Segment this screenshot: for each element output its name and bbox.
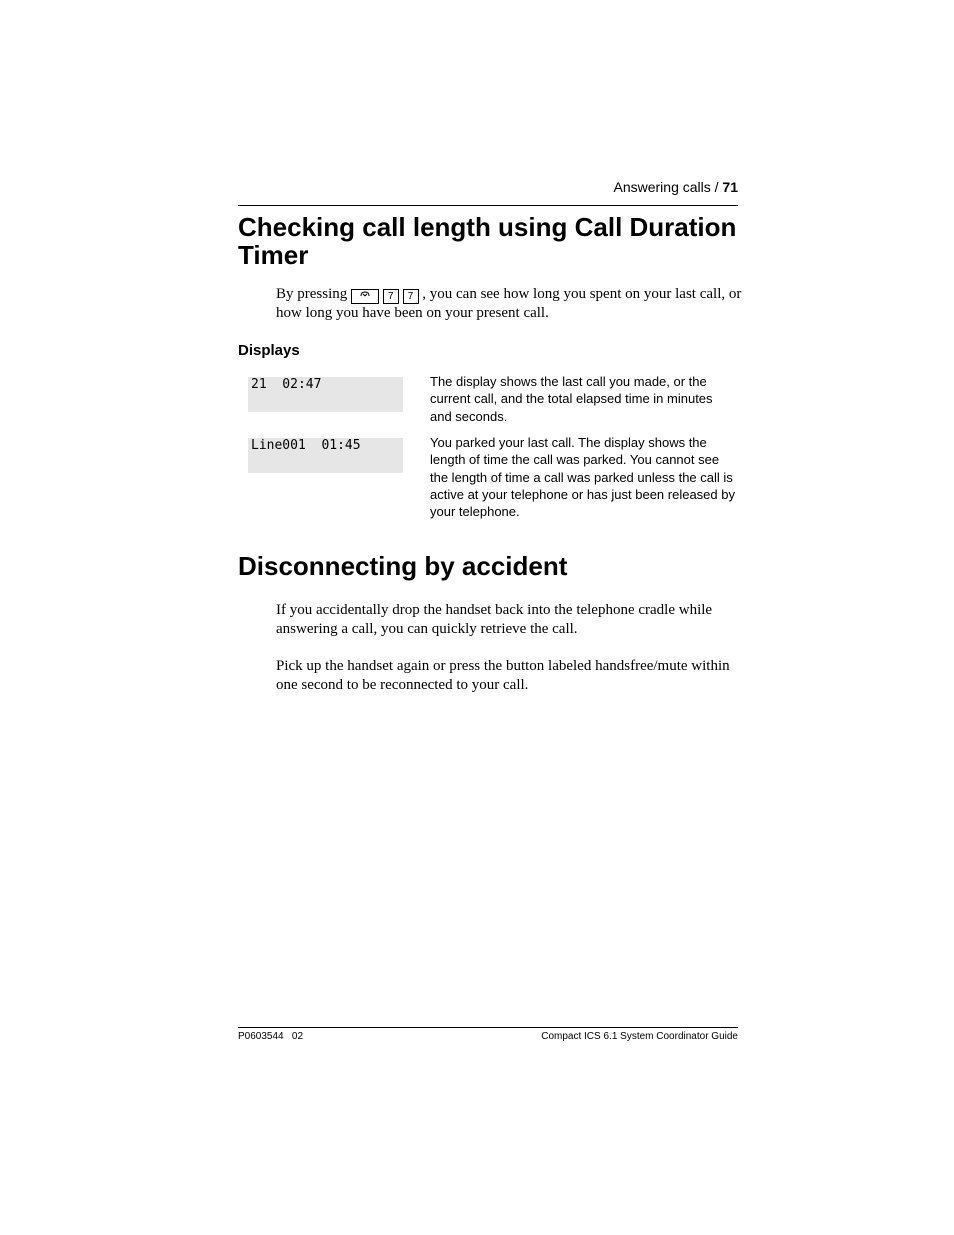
display-screen xyxy=(248,377,403,412)
footer-rule xyxy=(238,1027,738,1028)
display-description: The display shows the last call you made, or the current call, and the total elapsed time in minutes and seconds. xyxy=(430,374,713,424)
display-screen-text: 21 02:47 xyxy=(251,377,322,392)
call-duration-intro xyxy=(276,285,746,323)
header-section: Answering calls / xyxy=(613,179,719,195)
page-header xyxy=(613,179,738,195)
section-title-call-duration: Checking call length using Call Duration Timer xyxy=(238,212,737,270)
displays-subheading: Displays xyxy=(238,342,300,359)
intro-after: , you can see how long you spent on your last call, or how long you have been on your present call. xyxy=(276,286,742,321)
intro-before: By pressing xyxy=(276,286,348,302)
header-rule xyxy=(238,205,738,206)
digit-key-7-second: 7 xyxy=(403,289,419,304)
feature-key-icon xyxy=(351,289,379,304)
disconnect-paragraph: Pick up the handset again or press the button labeled handsfree/mute within one second to be reconnected to your call. xyxy=(276,658,730,693)
footer-doc-number: P0603544 02 xyxy=(238,1031,304,1042)
display-description: You parked your last call. The display shows the length of time the call was parked. You cannot see the length of time a call was parked unless the call is active at your telephone or has just been released by your telephone. xyxy=(430,435,735,520)
section-title-disconnecting: Disconnecting by accident xyxy=(238,551,568,581)
display-screen-text: Line001 01:45 xyxy=(251,438,361,453)
digit-key-7: 7 xyxy=(383,289,399,304)
footer-guide-title: Compact ICS 6.1 System Coordinator Guide xyxy=(541,1031,738,1042)
page-number: 71 xyxy=(722,179,738,195)
disconnect-paragraph: If you accidentally drop the handset back into the telephone cradle while answering a call, you can quickly retrieve the call. xyxy=(276,602,713,637)
display-screen xyxy=(248,438,403,473)
